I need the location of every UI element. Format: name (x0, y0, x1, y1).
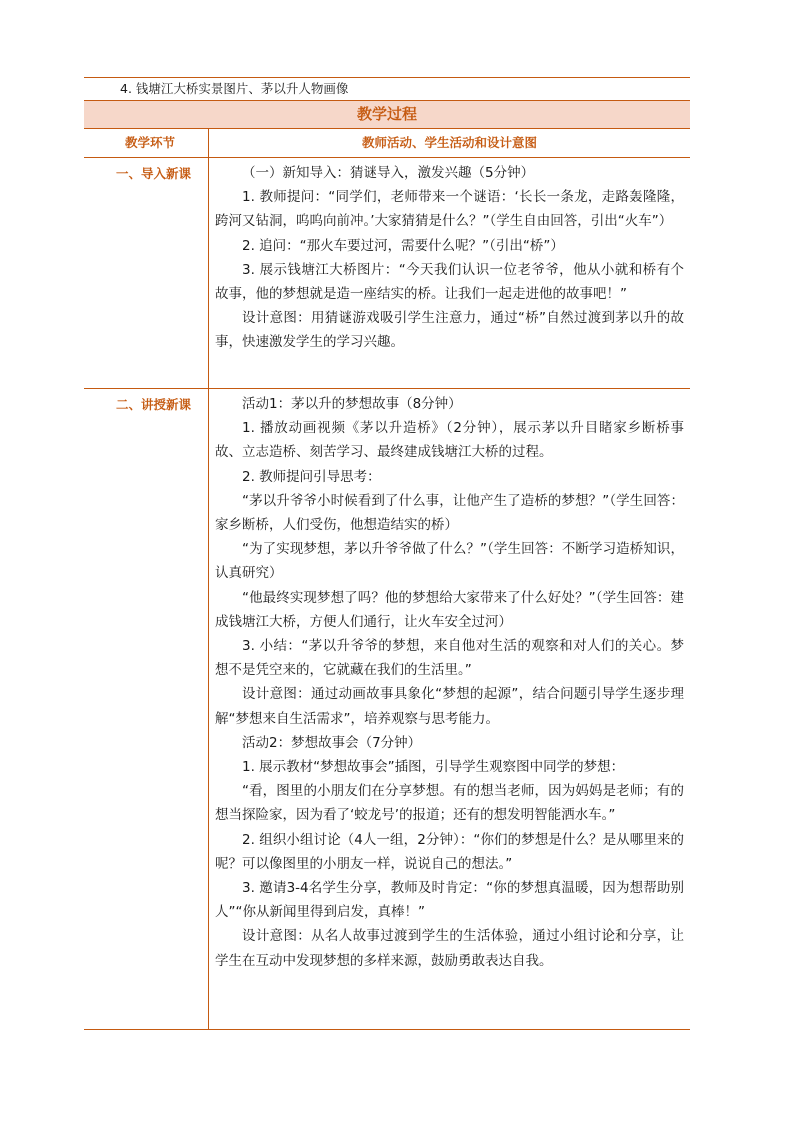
design-intent: 设计意图：通过动画故事具象化“梦想的起源”，结合问题引导学生逐步理解“梦想来自生活需求”，培养观察与思考能力。 (215, 686, 684, 727)
stage-name: 二、讲授新课 (84, 389, 209, 1029)
section-header (84, 101, 690, 129)
design-intent: 设计意图：用猜谜游戏吸引学生注意力，通过“桥”自然过渡到茅以升的故事，快速激发学生的学习兴趣。 (215, 310, 684, 351)
paragraph: 2. 追问：“那火车要过河，需要什么呢？”（引出“桥”） (242, 237, 564, 254)
paragraph: “为了实现梦想，茅以升爷爷做了什么？”（学生回答：不断学习造桥知识，认真研究） (215, 541, 684, 582)
design-intent: 设计意图：从名人故事过渡到学生的生活体验，通过小组讨论和分享，让学生在互动中发现梦想的多样来源，鼓励勇敢表达自我。 (215, 928, 684, 969)
stage-row-new-lesson (84, 389, 690, 1029)
paragraph: “看，图里的小朋友们在分享梦想。有的想当老师，因为妈妈是老师；有的想当探险家，因为看了‘蛟龙号’的报道；还有的想发明智能洒水车。” (215, 783, 684, 824)
paragraph: 3. 小结：“茅以升爷爷的梦想，来自他对生活的观察和对人们的关心。梦想不是凭空来的，它就藏在我们的生活里。” (215, 638, 684, 679)
lesson-plan-table (84, 77, 690, 1030)
paragraph: 1. 展示教材“梦想故事会”插图，引导学生观察图中同学的梦想： (242, 759, 625, 776)
paragraph: 2. 教师提问引导思考： (242, 468, 381, 485)
stage-name: 一、导入新课 (84, 158, 209, 388)
column-header-row (84, 129, 690, 158)
paragraph: 3. 展示钱塘江大桥图片：“今天我们认识一位老爷爷，他从小就和桥有个故事，他的梦想就是造一座结实的桥。让我们一起走进他的故事吧！” (215, 261, 684, 303)
paragraph: 1. 播放动画视频《茅以升造桥》（2分钟），展示茅以升目睹家乡断桥事故、立志造桥、刻苦学习、最终建成钱塘江大桥的过程。 (215, 420, 684, 461)
stage-content (209, 158, 690, 388)
paragraph: （一）新知导入：猜谜导入，激发兴趣（5分钟） (242, 165, 535, 181)
paragraph: “茅以升爷爷小时候看到了什么事，让他产生了造桥的梦想？”（学生回答：家乡断桥，人们受伤，他想造结实的桥） (215, 492, 684, 534)
paragraph: 2. 组织小组讨论（4人一组，2分钟）：“你们的梦想是什么？是从哪里来的呢？可以像图里的小朋友一样，说说自己的想法。” (215, 831, 684, 872)
paragraph: “他最终实现梦想了吗？他的梦想给大家带来了什么好处？”（学生回答：建成钱塘江大桥，方便人们通行，让火车安全过河） (215, 589, 684, 630)
materials-row (84, 78, 690, 101)
stage-content (209, 389, 690, 1029)
paragraph: 3. 邀请3-4名学生分享，教师及时肯定：“你的梦想真温暖，因为想帮助别人”“你从新闻里得到启发，真棒！” (215, 880, 684, 921)
stage-row-intro (84, 158, 690, 389)
column-header-activity: 教师活动、学生活动和设计意图 (361, 135, 537, 150)
materials-line: 4. 钱塘江大桥实景图片、茅以升人物画像 (120, 81, 349, 96)
paragraph: 1. 教师提问：“同学们，老师带来一个谜语：‘长长一条龙，走路轰隆隆，跨河又钻洞，呜呜向前冲。’大家猜猜是什么？”（学生自由回答，引出“火车”） (215, 189, 684, 230)
section-title: 教学过程 (356, 105, 417, 123)
column-header-stage: 教学环节 (84, 129, 209, 157)
paragraph: 活动1：茅以升的梦想故事（8分钟） (242, 396, 462, 412)
paragraph: 活动2：梦想故事会（7分钟） (242, 734, 422, 751)
